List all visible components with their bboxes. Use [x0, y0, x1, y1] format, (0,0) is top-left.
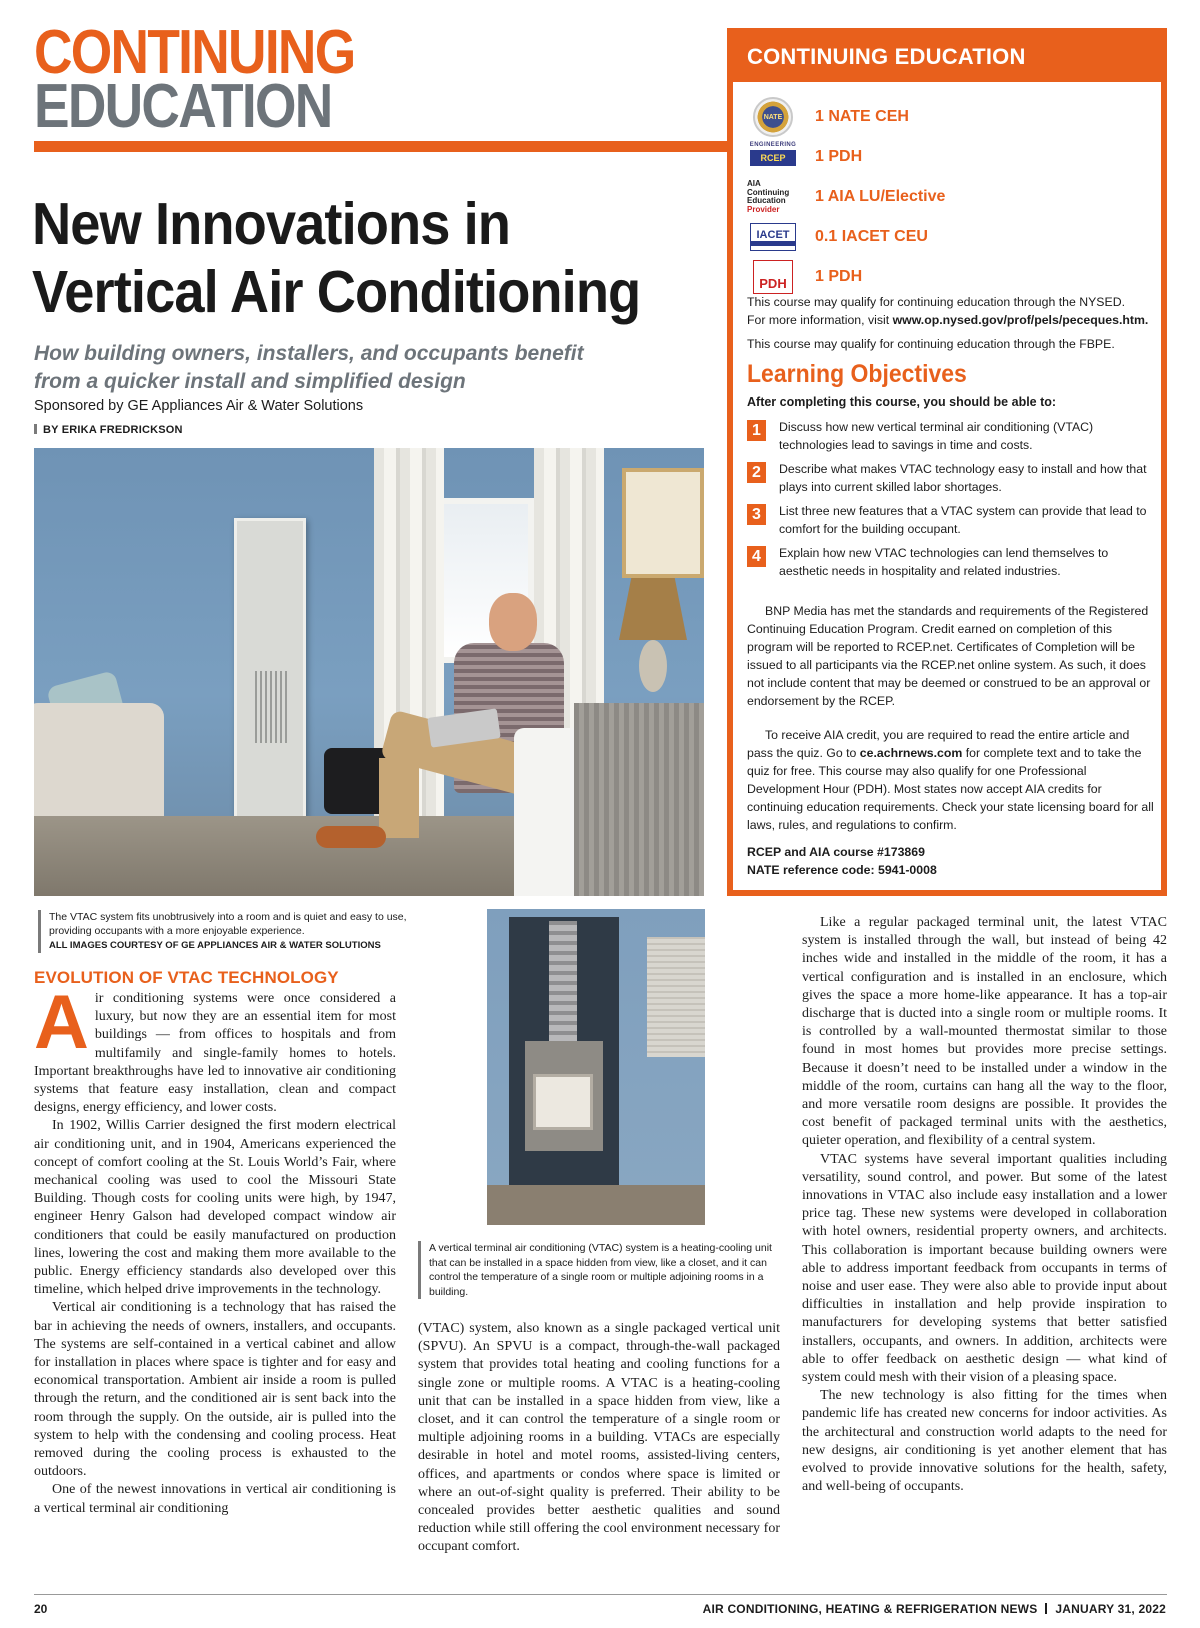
aia-paragraph	[747, 726, 1157, 834]
credit-label: 0.1 IACET CEU	[815, 228, 928, 245]
hero-caption-text: The VTAC system fits unobtrusively into a room and is quiet and easy to use, providing occupants with a more enjoyable experience.	[49, 911, 407, 937]
floor	[487, 1185, 705, 1225]
aia-paragraph-prefix: To receive AIA credit, you are required to read the entire article and pass the quiz. Go to	[747, 728, 1130, 760]
body-column-2	[418, 1320, 780, 1557]
credit-row-pdh	[747, 258, 1147, 296]
learning-objectives-title: Learning Objectives	[747, 360, 967, 388]
vtac-wall-panel	[234, 518, 306, 838]
rcep-logo-top: ENGINEERING	[749, 142, 797, 148]
article-title-line-2: Vertical Air Conditioning	[32, 259, 641, 325]
nysed-note	[747, 293, 1152, 329]
nysed-note-2	[747, 311, 1152, 329]
vtac-grille	[255, 671, 289, 743]
objective-text: Describe what makes VTAC technology easy to install and how that plays into current skilled labor shortages.	[779, 462, 1147, 494]
nate-logo-icon	[747, 98, 799, 136]
iacet-logo-icon	[747, 218, 799, 256]
masthead-rule	[34, 141, 734, 152]
paragraph: The new technology is also fitting for the times when pandemic life has created new concerns for indoor activities. As the architectural and construction world adapts to the need for new designs, air conditioning is yet another element that has evolved to provide innovative solutions for the health, safety, and well-being of occupants.	[802, 1388, 1167, 1495]
objective-text: List three new features that a VTAC system can provide that lead to comfort for the building occupant.	[779, 504, 1147, 536]
pdh-logo-text: PDH	[753, 260, 793, 294]
fbpe-note: This course may qualify for continuing education through the FBPE.	[747, 337, 1115, 351]
body-column-1	[34, 980, 396, 1518]
objective-number: 2	[747, 462, 766, 483]
paragraph: In 1902, Willis Carrier designed the first modern electrical air conditioning unit, and in 1904, Americans experienced the concept of comfort cooling at the St. Louis World’s Fair, where mechanical cooling was used to cool the Missouri State Building. Though costs for cooling units were high, by 1947, engineer Henry Galson had developed compact window air conditioners that could be easily manufactured on production lines, lowering the cost and making them more available to the public. Energy efficiency standards also developed over this timeline, which helped drive improvements in the technology.	[34, 1118, 396, 1298]
credit-label: 1 NATE CEH	[815, 108, 909, 125]
paragraph-text: ir conditioning systems were once considered a luxury, but now they are an essential item for most buildings — from offices to hospitals and from multifamily and single-family homes to hotels. Important breakthroughs have led to innovative air conditioning systems that feature easy installation, clean and compact designs, energy efficiency, and lower costs.	[34, 991, 396, 1116]
course-number: RCEP and AIA course #173869	[747, 845, 925, 859]
article-title-line-1: New Innovations in	[32, 191, 511, 257]
vtac-closet-photo	[487, 909, 705, 1225]
article-subtitle-line-1: How building owners, installers, and occupants benefit	[34, 342, 584, 365]
drop-cap: A	[34, 980, 89, 1065]
aia-logo-line-4: Provider	[747, 204, 780, 214]
shoe	[316, 826, 386, 848]
lamp-shade	[619, 578, 687, 640]
hero-photo-hotel-room	[34, 448, 704, 896]
objective-text: Discuss how new vertical terminal air conditioning (VTAC) technologies lead to savings in time and costs.	[779, 420, 1094, 452]
nysed-note-prefix: For more information, visit	[747, 313, 893, 327]
aia-logo-icon	[747, 178, 799, 216]
sponsor-line: Sponsored by GE Appliances Air & Water Solutions	[34, 398, 364, 414]
masthead-line-1: CONTINUING	[34, 18, 355, 87]
rcep-logo-icon	[747, 138, 799, 176]
masthead-line-2: EDUCATION	[34, 72, 332, 141]
article-title	[32, 190, 676, 326]
paragraph: Like a regular packaged terminal unit, the latest VTAC system is installed through the wall, but instead of being 42 inches wide and installed in the middle of the room, it has a vertical configuration and is installed in an enclosure, which gives the space a more home-like appearance. It has a top-air discharge that is ducted into a single room or multiple rooms. It is controlled by a wall-mounted thermostat similar to those found in most homes but provides more precise settings. Because it doesn’t need to be installed under a window in the middle of the room, curtains can hang all the way to the floor, and more versatile room designs are possible. It provides the cost benefit of packaged terminal units with the aesthetics, quieter operation, and flexibility of a central system.	[802, 915, 1167, 1149]
credit-row-aia	[747, 178, 1147, 216]
article-subtitle	[34, 340, 714, 396]
publication-name: AIR CONDITIONING, HEATING & REFRIGERATION NEWS	[702, 1602, 1038, 1616]
body-column-3	[802, 914, 1167, 1497]
section-heading: EVOLUTION OF VTAC TECHNOLOGY	[34, 968, 339, 987]
bed-throw	[574, 703, 704, 896]
masthead	[34, 18, 355, 141]
flex-duct	[549, 921, 577, 1041]
aia-logo-line-3: Education	[747, 196, 786, 205]
hero-caption	[38, 910, 408, 953]
credit-label: 1 AIA LU/Elective	[815, 188, 946, 205]
man-shin	[379, 758, 419, 838]
ce-sidebar	[727, 28, 1167, 896]
article-subtitle-line-2: from a quicker install and simplified design	[34, 370, 466, 393]
objective-text: Explain how new VTAC technologies can lend themselves to aesthetic needs in hospitality and related industries.	[779, 546, 1109, 578]
vtac-filter	[533, 1074, 593, 1130]
page-number: 20	[34, 1602, 48, 1616]
image-credit: ALL IMAGES COURTESY OF GE APPLIANCES AIR & WATER SOLUTIONS	[49, 940, 381, 951]
rcep-paragraph: BNP Media has met the standards and requirements of the Registered Continuing Education Program. Credit earned on completion of this program will be reported to RCEP.net. Certificates of Completion will be issued to all participants via the RCEP.net online system. As such, it does not include content that may be deemed or construed to be an approval or endorsement by the RCEP.	[747, 604, 1151, 708]
credit-label: 1 PDH	[815, 148, 863, 165]
paragraph: Vertical air conditioning is a technology that has raised the bar in achieving the needs of owners, installers, and occupants. The systems are self-contained in a vertical cabinet and allow for installation in places where space is tighter and for easy and economical transportation. Ambient air inside a room is pulled through the return, and the conditioned air is sent back into the room through the supply. On the outside, air is pulled into the system to help with the condensing and cooling process. Heat removed during the cooling process is exhausted to the outdoors.	[34, 1300, 396, 1480]
paragraph: VTAC systems have several important qualities including versatility, sound control, and power. But some of the latest innovations in VTAC also include easy installation and a lower price tag. These new systems were developed in collaboration with hotel owners, residential property owners, and architects. This collaboration is important because building owners were able to address important feedback from occupants in terms of noise and user ease. They were also able to provide input about difficulties in installation and help provide inspiration to manufacturers for developing systems that better satisfied installers, occupants, and owners. In addition, architects were able to offer feedback on aesthetic design — what kind of system could mesh with their vision of a pleasing space.	[802, 1151, 1167, 1386]
objective-number: 4	[747, 546, 766, 567]
issue-date: JANUARY 31, 2022	[1055, 1602, 1166, 1616]
closet-photo-caption: A vertical terminal air conditioning (VTAC) system is a heating-cooling unit that can be installed in a space hidden from view, like a closet, and it can control the temperature of a single room or multiple adjoining rooms in a building.	[418, 1241, 783, 1299]
nate-reference-code: NATE reference code: 5941-0008	[747, 863, 937, 877]
paragraph: One of the newest innovations in vertical air conditioning is a vertical terminal air conditioning	[34, 1482, 396, 1516]
aia-logo-line-1: AIA	[747, 179, 761, 188]
nysed-note-1: This course may qualify for continuing education through the NYSED.	[747, 295, 1125, 309]
objective-number: 3	[747, 504, 766, 525]
credit-row-iacet	[747, 218, 1147, 256]
aia-logo-line-2: Continuing	[747, 187, 790, 197]
lamp-base	[639, 640, 667, 692]
objective-number: 1	[747, 420, 766, 441]
paragraph: (VTAC) system, also known as a single packaged vertical unit (SPVU). An SPVU is a compact, through-the-wall packaged system that provides total heating and cooling functions for a single zone or multiple rooms. A VTAC is a heating-cooling unit that can be installed in a space hidden from view, like a closet, and it can control the temperature of a single room or multiple adjoining rooms in a building. VTACs are especially desirable in hotel and motel rooms, assisted-living centers, offices, and apartments or condos where space is limited or where an out-of-sight quality is preferred. Their ability to be concealed provides better aesthetic qualities and sound reduction while still offering the cool environment necessary for occupant comfort.	[418, 1321, 780, 1555]
credit-label: 1 PDH	[815, 268, 863, 285]
nate-seal: NATE	[753, 97, 793, 137]
wall-art	[622, 468, 704, 578]
credit-row-nate	[747, 98, 1147, 136]
man-head	[489, 593, 537, 651]
rcep-logo-main: RCEP	[750, 150, 796, 166]
ce-header: CONTINUING EDUCATION	[733, 34, 1161, 82]
paragraph	[34, 980, 396, 1117]
byline: BY ERIKA FREDRICKSON	[34, 424, 183, 436]
learning-objectives-intro: After completing this course, you should be able to:	[747, 395, 1057, 409]
footer-rule	[34, 1594, 1167, 1595]
window-blind	[647, 937, 705, 1057]
credit-row-rcep	[747, 138, 1147, 176]
aia-paragraph-suffix: for complete text and to take the quiz for free. This course may also qualify for one Professional Development Hour (PDH). Most states now accept AIA credits for continuing education requirements. Check your state licensing board for all laws, rules, and regulations to confirm.	[747, 746, 1154, 832]
publication-footer	[703, 1602, 1166, 1616]
iacet-logo-text: IACET	[756, 228, 790, 241]
quiz-link[interactable]: ce.achrnews.com	[859, 746, 963, 760]
nysed-link[interactable]: www.op.nysed.gov/prof/pels/peceques.htm.	[892, 313, 1149, 327]
pdh-logo-icon	[747, 258, 799, 296]
